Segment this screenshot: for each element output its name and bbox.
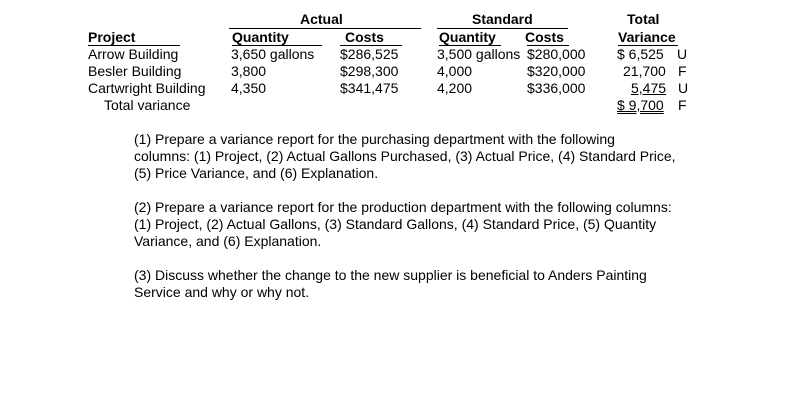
row-standard-costs: $336,000: [527, 80, 586, 96]
row-actual-costs: $286,525: [340, 46, 399, 62]
standard-group-header: Standard: [472, 11, 533, 27]
row-actual-quantity: 4,350: [231, 80, 267, 96]
actual-quantity-column-header: Quantity: [232, 29, 289, 45]
row-standard-quantity: 3,500 gallons: [437, 46, 521, 62]
row-variance: 21,700: [623, 63, 666, 79]
row-variance: $ 6,525: [617, 46, 664, 62]
standard-costs-column-header: Costs: [525, 29, 564, 45]
row-project: Cartwright Building: [88, 80, 206, 96]
question-1-line: (1) Prepare a variance report for the purchasing department with the following: [134, 131, 615, 147]
row-standard-quantity: 4,200: [437, 80, 473, 96]
question-3: [134, 267, 724, 301]
total-variance-value: $ 9,700: [617, 97, 664, 113]
question-1-line: columns: (1) Project, (2) Actual Gallons Purchased, (3) Actual Price, (4) Standard Price,: [134, 148, 676, 164]
question-3-line: (3) Discuss whether the change to the new supplier is beneficial to Anders Painting: [134, 267, 647, 283]
actual-costs-column-header: Costs: [345, 29, 384, 45]
row-standard-quantity: 4,000: [437, 63, 473, 79]
question-1-line: (5) Price Variance, and (6) Explanation.: [134, 165, 379, 181]
row-project: Besler Building: [88, 63, 182, 79]
question-2-line: Variance, and (6) Explanation.: [134, 233, 322, 249]
row-actual-costs: $341,475: [340, 80, 399, 96]
row-standard-costs: $320,000: [527, 63, 586, 79]
total-variance-label: Total variance: [104, 97, 191, 113]
project-column-header: Project: [88, 29, 136, 45]
question-2-line: (1) Project, (2) Actual Gallons, (3) Standard Gallons, (4) Standard Price, (5) Quantity: [134, 216, 657, 232]
row-variance-flag: F: [678, 63, 687, 79]
row-variance-flag: U: [678, 80, 689, 96]
row-standard-costs: $280,000: [527, 46, 586, 62]
total-header-line1: Total: [627, 11, 660, 27]
total-header-line2: Variance: [618, 29, 676, 45]
row-variance: 5,475: [631, 80, 667, 96]
question-2-line: (2) Prepare a variance report for the production department with the following columns:: [134, 199, 672, 215]
row-actual-costs: $298,300: [340, 63, 399, 79]
row-variance-flag: U: [677, 46, 688, 62]
total-variance-flag: F: [678, 97, 687, 113]
standard-quantity-column-header: Quantity: [439, 29, 496, 45]
row-actual-quantity: 3,800: [231, 63, 267, 79]
question-3-line: Service and why or why not.: [134, 284, 310, 300]
question-2: [134, 199, 724, 250]
row-actual-quantity: 3,650 gallons: [231, 46, 315, 62]
actual-group-header: Actual: [300, 11, 343, 27]
row-project: Arrow Building: [88, 46, 179, 62]
question-1: [134, 131, 724, 182]
